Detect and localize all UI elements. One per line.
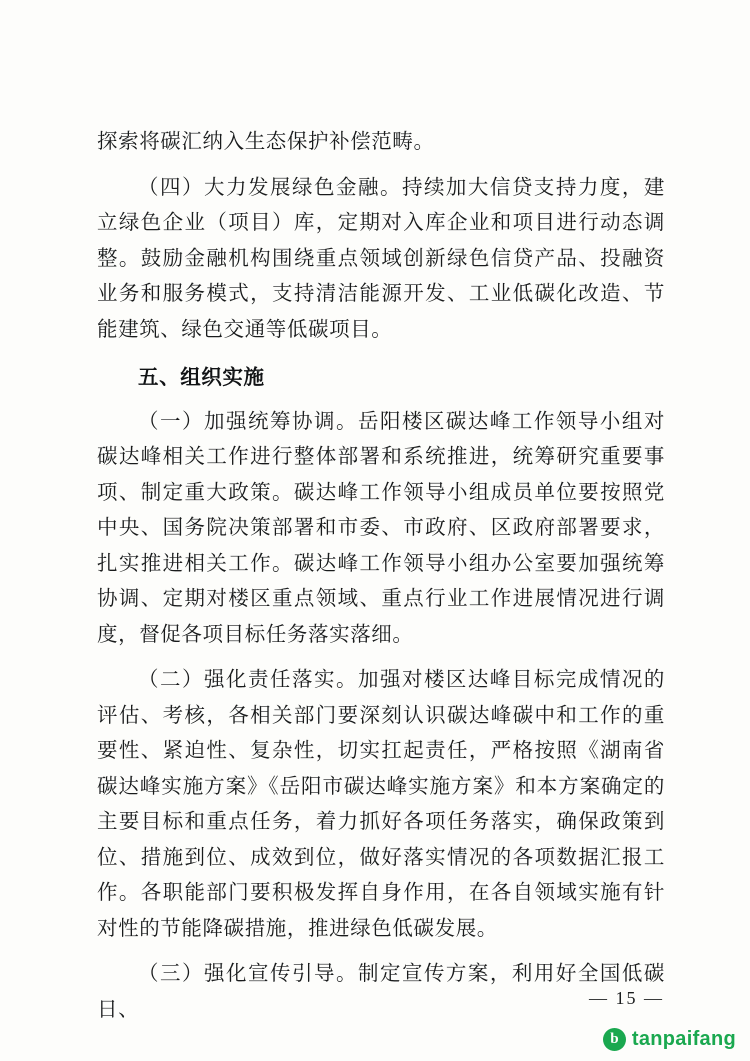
paragraph-publicity: （三）强化宣传引导。制定宣传方案，利用好全国低碳日、 [97,963,665,1021]
paragraph-spacer-3 [97,948,665,957]
section-heading-organization: 五、组织实施 [138,366,265,389]
page-number: — 15 — [589,988,664,1008]
paragraph-spacer [97,162,665,171]
paragraph-coordination: （一）加强统筹协调。岳阳楼区碳达峰工作领导小组对碳达峰相关工作进行整体部署和系统推进，统筹研究重要事项、制定重大政策。碳达峰工作领导小组成员单位要按照党中央、国务院决策部署和市委、市政府、区政府部署要求，扎实推进相关工作。碳达峰工作领导小组办公室要加强统筹协调、定期对楼区重点领域、重点行业工作进展情况进行调度，督促各项目标任务落实落细。 [97,410,665,646]
watermark-text: tanpaifang [631,1028,736,1050]
watermark [603,1028,736,1051]
paragraph-responsibility: （二）强化责任落实。加强对楼区达峰目标完成情况的评估、考核，各相关部门要深刻认识碳达峰碳中和工作的重要性、紧迫性、复杂性，切实扛起责任，严格按照《湖南省碳达峰实施方案》《岳阳市碳达峰实施方案》和本方案确定的主要目标和重点任务，着力抓好各项任务落实，确保政策到位、措施到位、成效到位，做好落实情况的各项数据汇报工作。各职能部门要积极发挥自身作用，在各自领域实施有针对性的节能降碳措施，推进绿色低碳发展。 [97,669,665,940]
paragraph-continuation: 探索将碳汇纳入生态保护补偿范畴。 [97,131,435,153]
document-body [97,125,665,1029]
paragraph-green-finance: （四）大力发展绿色金融。持续加大信贷支持力度，建立绿色企业（项目）库，定期对入库企业和项目进行动态调整。鼓励金融机构围绕重点领域创新绿色信贷产品、投融资业务和服务模式，支持清洁能源开发、工业低碳化改造、节能建筑、绿色交通等低碳项目。 [97,176,665,341]
heading-bottom-spacer [97,396,665,405]
paragraph-spacer-2 [97,654,665,663]
watermark-logo-icon: b [603,1028,626,1051]
heading-spacer [97,349,665,360]
